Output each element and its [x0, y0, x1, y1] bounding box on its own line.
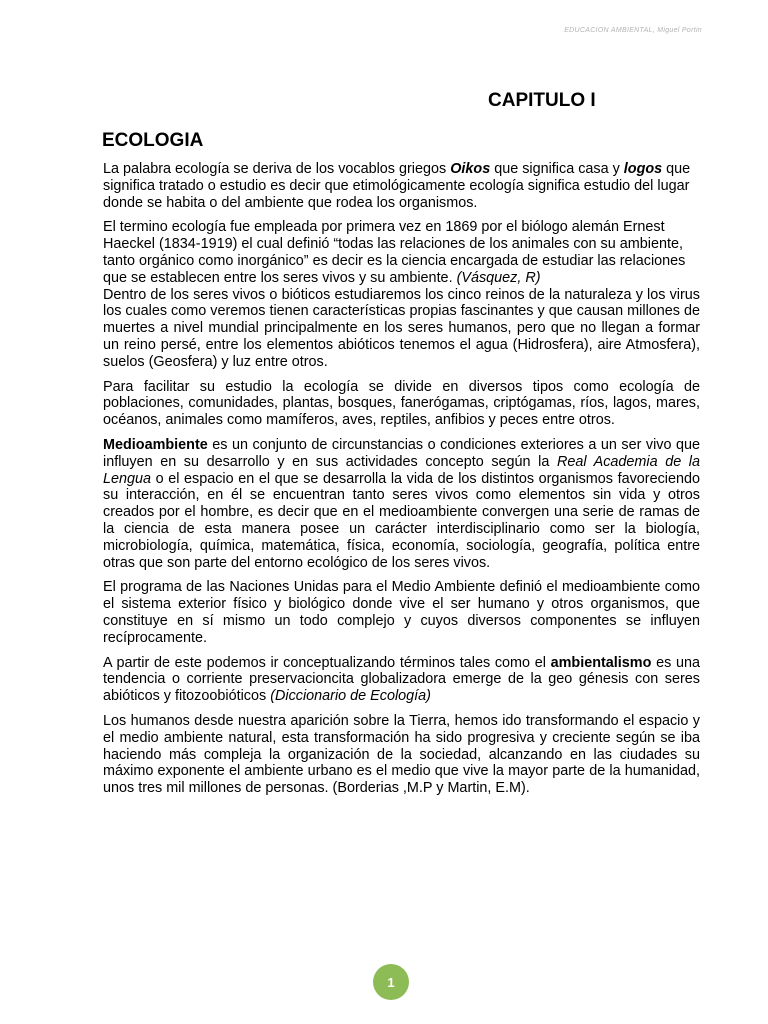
text-run: A partir de este podemos ir conceptualizando términos tales como el — [103, 654, 551, 671]
citation: Real Academia de la Lengua — [103, 453, 700, 487]
paragraph-humans: Los humanos desde nuestra aparición sobre la Tierra, hemos ido transformando el espacio y el medio ambiente natural, esta transformación ha sido progresiva y creciente según se iba haciendo más compleja la organización de la sociedad, alcanzando en las ciudades su máximo exponente el ambiente urbano es el medio que vive la mayor parte de la humanidad, unos tres mil millones de personas. (Borderias ,M.P y Martin, E.M). — [103, 712, 700, 797]
term-ambientalismo: ambientalismo — [550, 654, 652, 671]
text-run: que significa tratado o estudio es decir que etimológicamente ecología significa estudio del lugar donde se habita o del ambiente que rodea los organismos. — [103, 161, 691, 211]
term-oikos: Oikos — [450, 161, 491, 177]
citation: (Vásquez, R) — [456, 269, 541, 286]
body-text — [103, 161, 700, 805]
text-run: o el espacio en el que se desarrolla la vida de los distintos organismos favoreciendo su interacción, en él se encuentran tanto seres vivos como elementos sin vida y otros creados por el hombre, es decir que en el medioambiente convergen una serie de ramas de la ciencia de esta manera posee un carácter interdisciplinario como ser la biología, microbiología, química, matemática, física, economía, sociología, geografía, política entre otras que son parte del entorno ecológico de los seres vivos. — [103, 470, 700, 571]
term-medioambiente: Medioambiente — [103, 436, 208, 453]
paragraph-living-beings: Dentro de los seres vivos o bióticos estudiaremos los cinco reinos de la naturaleza y los virus los cuales como veremos tienen características propias fascinantes y que causan millones de muertes a nivel mundial principalmente en los seres humanos, pero que no llegan a formar un reino persé, entre los elementos abióticos tenemos el agua (Hidrosfera), aire Atmosfera), suelos (Geosfera) y luz entre otros. — [103, 286, 700, 370]
paragraph-ecology-types: Para facilitar su estudio la ecología se divide en diversos tipos como ecología de poblaciones, comunidades, plantas, bosques, fanerógamas, criptógamas, ríos, lagos, mares, océanos, animales como mamíferos, aves, reptiles, anfibios y peces entre otros. — [103, 378, 700, 429]
text-run: El termino ecología fue empleada por primera vez en 1869 por el biólogo alemán Ernest Haeckel (1834-1919) el cual definió “todas las relaciones de los animales con su ambiente, tanto orgánico como inorgánico” es decir es la ciencia encargada de estudiar las relaciones que se establecen entre los seres vivos y su ambiente. — [103, 219, 686, 286]
paragraph-un-program: El programa de las Naciones Unidas para el Medio Ambiente definió el medioambiente como el sistema exterior físico y biológico donde vive el ser humano y otros organismos, que constituye en sí mismo un todo complejo y cuyos diversos componentes se influyen recíprocamente. — [103, 579, 700, 646]
text-run: es una tendencia o corriente preservacioncita globalizadora emerge de la geo génesis con seres abióticos y fitozoobióticos — [103, 654, 700, 705]
paragraph-medioambiente — [103, 437, 700, 571]
term-logos: logos — [623, 161, 663, 177]
citation: (Diccionario de Ecología) — [270, 688, 431, 705]
paragraph-ambientalismo — [103, 655, 700, 705]
chapter-title: CAPITULO I — [488, 90, 596, 111]
page-number-badge — [373, 964, 409, 1000]
paragraph-etymology — [103, 161, 700, 211]
text-run: La palabra ecología se deriva de los vocablos griegos — [103, 161, 451, 177]
section-title: ECOLOGIA — [102, 130, 204, 151]
paragraph-haeckel — [103, 219, 700, 286]
running-header: EDUCACION AMBIENTAL, Miguel Portin — [564, 27, 702, 34]
text-run: que significa casa y — [490, 161, 624, 177]
text-run: es un conjunto de circunstancias o condiciones exteriores a un ser vivo que influyen en su desarrollo y en sus actividades concepto según la — [103, 436, 700, 470]
page-number: 1 — [387, 974, 395, 990]
